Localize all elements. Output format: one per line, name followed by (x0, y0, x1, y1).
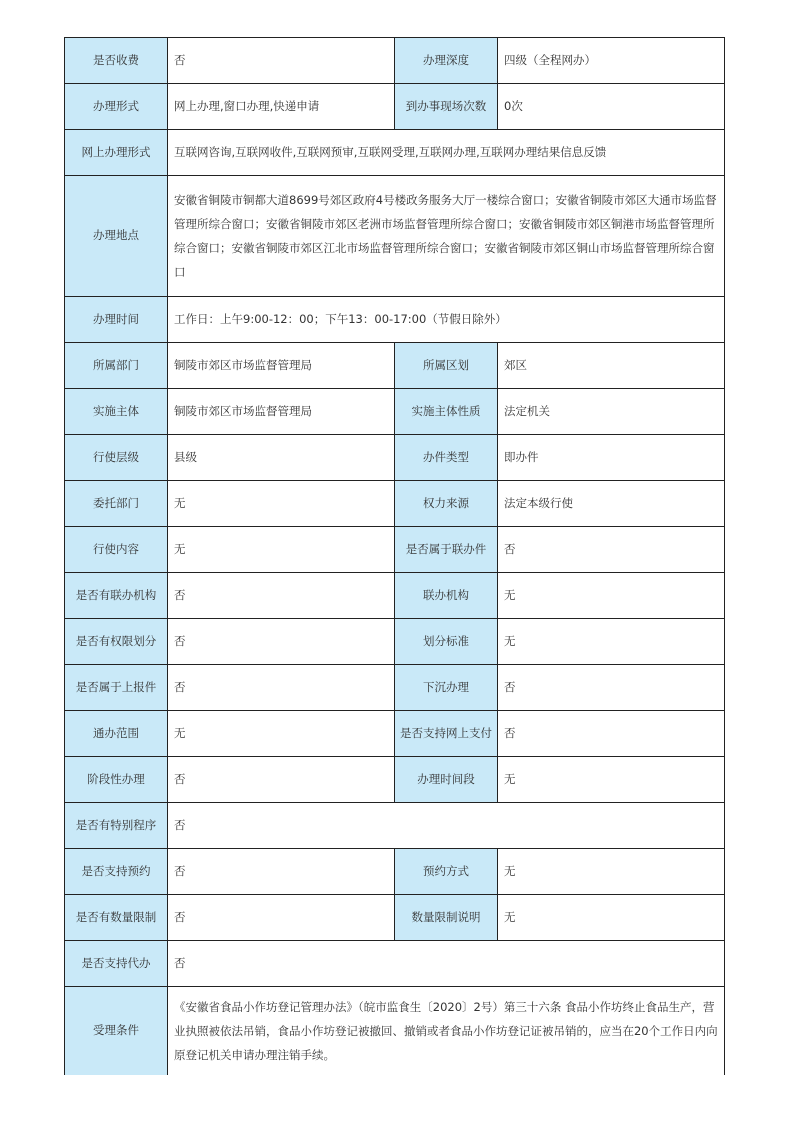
table-row (65, 130, 725, 176)
table-row (65, 481, 725, 527)
row-label: 下沉办理 (395, 665, 498, 711)
row-label: 预约方式 (395, 849, 498, 895)
table-row (65, 619, 725, 665)
row-value: 无 (168, 481, 395, 527)
row-label: 权力来源 (395, 481, 498, 527)
table-row (65, 941, 725, 987)
row-value: 郊区 (498, 343, 725, 389)
table-row (65, 803, 725, 849)
row-label: 受理条件 (65, 987, 168, 1075)
row-value: 无 (498, 573, 725, 619)
row-label: 数量限制说明 (395, 895, 498, 941)
row-value: 否 (168, 38, 395, 84)
row-label: 是否有联办机构 (65, 573, 168, 619)
row-value: 否 (168, 757, 395, 803)
table-row (65, 665, 725, 711)
row-label: 行使内容 (65, 527, 168, 573)
row-label: 办理深度 (395, 38, 498, 84)
row-label: 办件类型 (395, 435, 498, 481)
row-value: 否 (168, 803, 725, 849)
row-label: 办理时间段 (395, 757, 498, 803)
table-row (65, 849, 725, 895)
row-label: 是否有特别程序 (65, 803, 168, 849)
row-label: 办理地点 (65, 176, 168, 297)
row-label: 所属部门 (65, 343, 168, 389)
row-label: 是否支持网上支付 (395, 711, 498, 757)
row-label: 行使层级 (65, 435, 168, 481)
row-label: 实施主体 (65, 389, 168, 435)
table-row (65, 757, 725, 803)
row-value: 铜陵市郊区市场监督管理局 (168, 343, 395, 389)
row-label: 联办机构 (395, 573, 498, 619)
row-value: 无 (498, 619, 725, 665)
row-value: 否 (168, 941, 725, 987)
row-value: 否 (168, 849, 395, 895)
row-value: 否 (168, 665, 395, 711)
row-label: 是否有权限划分 (65, 619, 168, 665)
row-value: 法定机关 (498, 389, 725, 435)
table-row (65, 297, 725, 343)
row-label: 通办范围 (65, 711, 168, 757)
row-value: 即办件 (498, 435, 725, 481)
row-value: 无 (168, 711, 395, 757)
row-value: 0次 (498, 84, 725, 130)
row-value: 否 (498, 711, 725, 757)
row-label: 委托部门 (65, 481, 168, 527)
row-label: 是否属于上报件 (65, 665, 168, 711)
row-label: 所属区划 (395, 343, 498, 389)
row-value: 工作日：上午9:00-12：00；下午13：00-17:00（节假日除外） (168, 297, 725, 343)
row-value: 《安徽省食品小作坊登记管理办法》（皖市监食生〔2020〕2号）第三十六条 食品小作坊终止食品生产，营业执照被依法吊销，食品小作坊登记被撤回、撤销或者食品小作坊登记证被吊销的，应当在20个工作日内向原登记机关申请办理注销手续。 (168, 987, 725, 1075)
table-row (65, 895, 725, 941)
row-label: 是否属于联办件 (395, 527, 498, 573)
row-label: 是否收费 (65, 38, 168, 84)
table-row (65, 527, 725, 573)
row-value: 无 (498, 895, 725, 941)
row-label: 到办事现场次数 (395, 84, 498, 130)
row-label: 是否支持代办 (65, 941, 168, 987)
row-value: 县级 (168, 435, 395, 481)
row-value: 铜陵市郊区市场监督管理局 (168, 389, 395, 435)
row-value: 否 (498, 665, 725, 711)
row-value: 网上办理,窗口办理,快递申请 (168, 84, 395, 130)
row-value: 安徽省铜陵市铜都大道8699号郊区政府4号楼政务服务大厅一楼综合窗口；安徽省铜陵市郊区大通市场监督管理所综合窗口；安徽省铜陵市郊区老洲市场监督管理所综合窗口；安徽省铜陵市郊区铜港市场监督管理所综合窗口；安徽省铜陵市郊区江北市场监督管理所综合窗口；安徽省铜陵市郊区铜山市场监督管理所综合窗口 (168, 176, 725, 297)
row-value: 四级（全程网办） (498, 38, 725, 84)
row-label: 办理形式 (65, 84, 168, 130)
row-value: 互联网咨询,互联网收件,互联网预审,互联网受理,互联网办理,互联网办理结果信息反馈 (168, 130, 725, 176)
table-row (65, 573, 725, 619)
table-row (65, 176, 725, 297)
info-table (64, 37, 725, 1075)
row-label: 是否有数量限制 (65, 895, 168, 941)
row-value: 否 (168, 573, 395, 619)
row-value: 无 (498, 849, 725, 895)
table-row (65, 389, 725, 435)
row-value: 无 (498, 757, 725, 803)
row-label: 办理时间 (65, 297, 168, 343)
table-row (65, 987, 725, 1075)
row-value: 否 (168, 895, 395, 941)
row-label: 网上办理形式 (65, 130, 168, 176)
table-row (65, 435, 725, 481)
table-row (65, 84, 725, 130)
table-row (65, 38, 725, 84)
table-row (65, 343, 725, 389)
row-value: 否 (498, 527, 725, 573)
row-value: 法定本级行使 (498, 481, 725, 527)
row-label: 阶段性办理 (65, 757, 168, 803)
row-label: 是否支持预约 (65, 849, 168, 895)
table-row (65, 711, 725, 757)
row-label: 实施主体性质 (395, 389, 498, 435)
row-value: 否 (168, 619, 395, 665)
row-label: 划分标准 (395, 619, 498, 665)
row-value: 无 (168, 527, 395, 573)
